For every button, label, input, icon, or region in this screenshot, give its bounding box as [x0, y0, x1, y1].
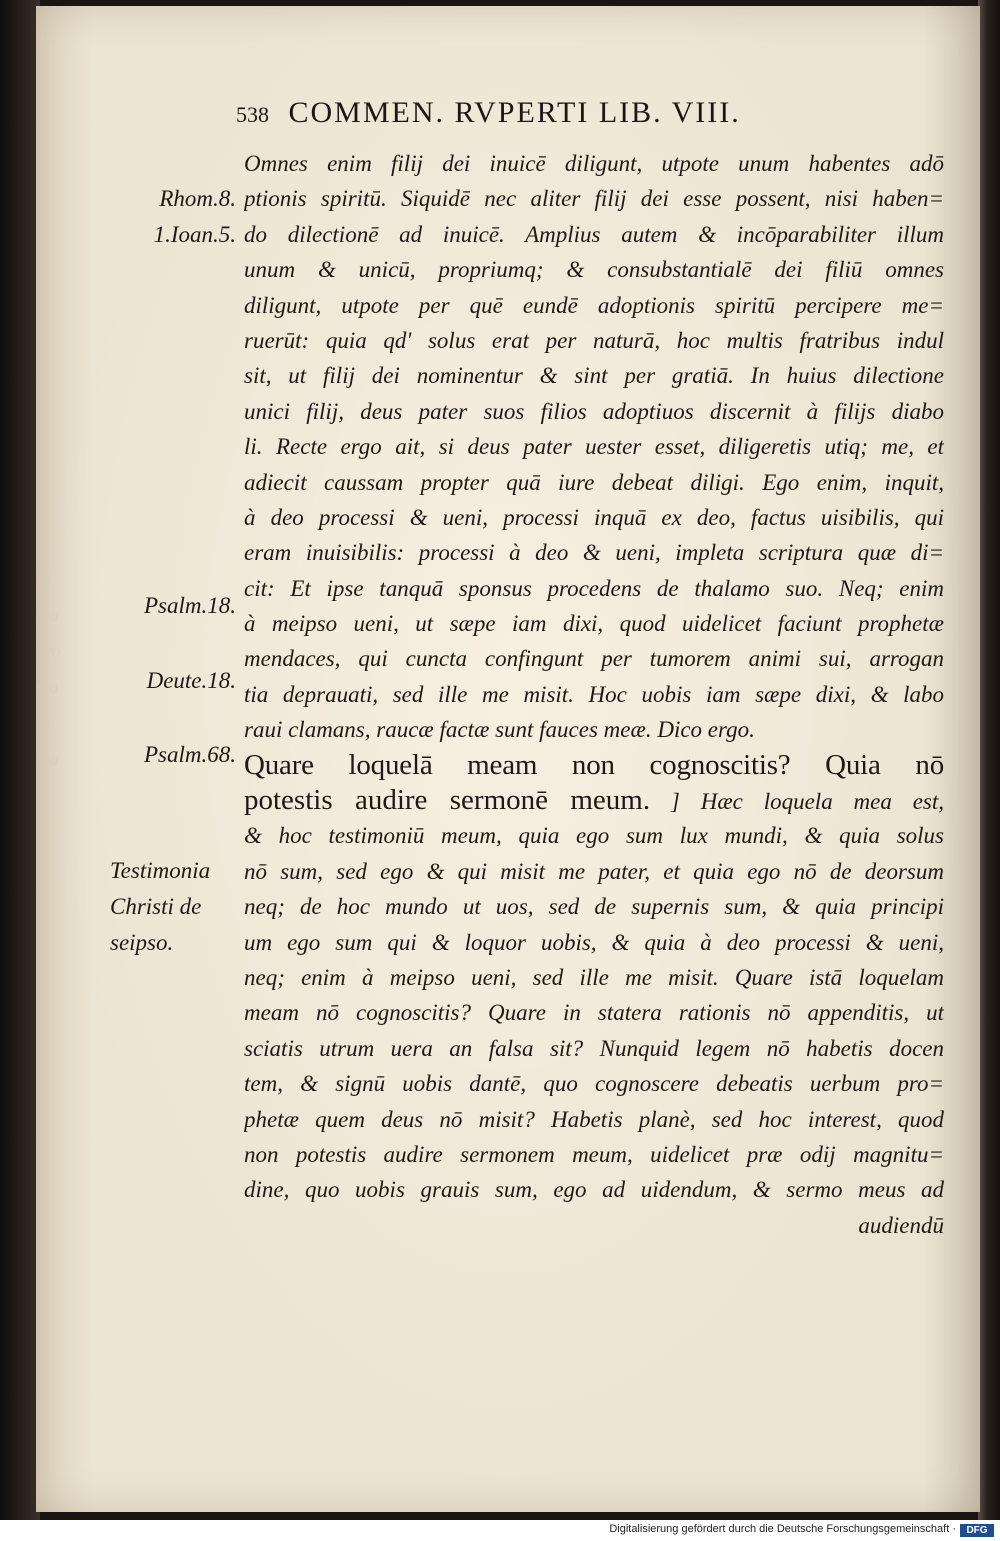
text-line: phetæ quem deus nō misit? Habetis planè, sed hoc interest, quod — [244, 1106, 944, 1132]
text-line: um ego sum qui & loquor uobis, & quia à deo processi & ueni, — [244, 929, 944, 955]
catchword: audiendū — [858, 1212, 944, 1238]
text-line: non potestis audire sermonem meum, uidelicet præ odij magnitu= — [244, 1141, 944, 1167]
text-line: sit, ut filij dei nominentur & sint per gratiā. In huius dilectione — [244, 363, 944, 389]
margin-note-psalm-18: Psalm.18. — [144, 593, 236, 618]
margin-note-rhom: Rhom.8. — [159, 186, 236, 211]
text-line: nō sum, sed ego & qui misit me pater, et quia ego nō de deorsum — [244, 858, 944, 884]
running-title: COMMEN. RVPERTI LIB. VIII. — [288, 96, 741, 129]
margin-note-ioan: 1.Ioan.5. — [153, 222, 236, 247]
text-line: raui clamans, raucæ factæ sunt fauces meæ. Dico ergo. — [244, 717, 755, 743]
text-line: tia deprauati, sed ille me misit. Hoc uobis iam sæpe dixi, & labo — [244, 681, 944, 707]
text-line: cit: Et ipse tanquā sponsus procedens de thalamo suo. Neq; enim — [244, 575, 944, 601]
book-binding-left — [0, 0, 40, 1520]
text-line: ruerūt: quia qd' solus erat per naturā, hoc multis fratribus indul — [244, 327, 944, 353]
text-line: li. Recte ergo ait, si deus pater uester esset, diligeretis utiq; me, et — [244, 434, 944, 460]
text-line: adiecit caussam propter quā iure debeat diligi. Ego enim, inquit, — [244, 469, 944, 495]
text-line: mendaces, qui cuncta confingunt per tumorem animi sui, arrogan — [244, 646, 944, 672]
text-line: do dilectionē ad inuicē. Amplius autem & incōparabiliter illum — [244, 221, 944, 247]
margin-note-deute: Deute.18. — [146, 668, 236, 693]
margin-note-christi: Christi de — [110, 894, 202, 919]
running-head — [236, 96, 936, 130]
margin-note-psalm-68: Psalm.68. — [144, 742, 236, 767]
text-line: dine, quo uobis grauis sum, ego ad uidendum, & sermo meus ad — [244, 1177, 944, 1203]
fragment: mo — [36, 677, 58, 697]
text-line: unum & unicū, propriumq; & consubstantialē dei filiū omnes — [244, 257, 944, 283]
text-line: Omnes enim filij dei inuicē diligunt, utpote unum habentes adō — [244, 151, 944, 176]
text-line: à meipso ueni, ut sæpe iam dixi, quod uidelicet faciunt prophetæ — [244, 611, 944, 637]
fragment: ina — [36, 749, 60, 769]
dfg-logo: DFG — [960, 1524, 994, 1537]
margin-note-testimonia: Testimonia — [110, 858, 211, 883]
text-line: meam nō cognoscitis? Quare in statera rationis nō appenditis, ut — [244, 1000, 944, 1026]
text-line: tem, & signū uobis dantē, quo cognoscere debeatis uerbum pro= — [244, 1071, 944, 1097]
body-text — [244, 146, 944, 1243]
text-line: diligunt, utpote per quē eundē adoptionis spiritū percipere me= — [244, 292, 944, 318]
fragment: fha — [36, 605, 60, 625]
book-edge-right — [978, 0, 1000, 1520]
facing-page-fragments — [36, 561, 66, 777]
text-line: à deo processi & ueni, processi inquā ex deo, factus uisibilis, qui — [244, 504, 944, 530]
text-line: & hoc testimoniū meum, quia ego sum lux mundi, & quia solus — [244, 823, 944, 849]
text-line: ptionis spiritū. Siquidē nec aliter filij dei esse possent, nisi haben= — [244, 186, 944, 212]
lemma-text: potestis audire sermonē meum. — [244, 784, 651, 817]
margin-note-seipso: seipso. — [110, 930, 174, 955]
text-line: neq; enim à meipso ueni, sed ille me misit. Quare istā loquelam — [244, 964, 944, 990]
page-number: 538 — [236, 102, 269, 127]
lemma-line: Quare loquelā meam non cognoscitis? Quia nō — [244, 748, 944, 781]
text-line: neq; de hoc mundo ut uos, sed de supernis sum, & quia principi — [244, 894, 944, 920]
text-line: eram inuisibilis: processi à deo & ueni, impleta scriptura quæ di= — [244, 540, 944, 566]
fragment: aro — [36, 641, 61, 661]
text-line: unici filij, deus pater suos filios adoptiuos discernit à filijs diabo — [244, 398, 944, 424]
digitization-footer — [0, 1520, 1000, 1541]
funding-credit: Digitalisierung gefördert durch die Deutsche Forschungsgemeinschaft · — [609, 1523, 956, 1535]
lemma-line-with-commentary — [244, 783, 944, 818]
fragment: re — [36, 713, 51, 733]
fragment: Fi — [36, 569, 52, 589]
text-line: sciatis utrum uera an falsa sit? Nunquid legem nō habetis docen — [244, 1035, 944, 1061]
commentary-start: ] Hæc loquela mea est, — [670, 789, 944, 815]
